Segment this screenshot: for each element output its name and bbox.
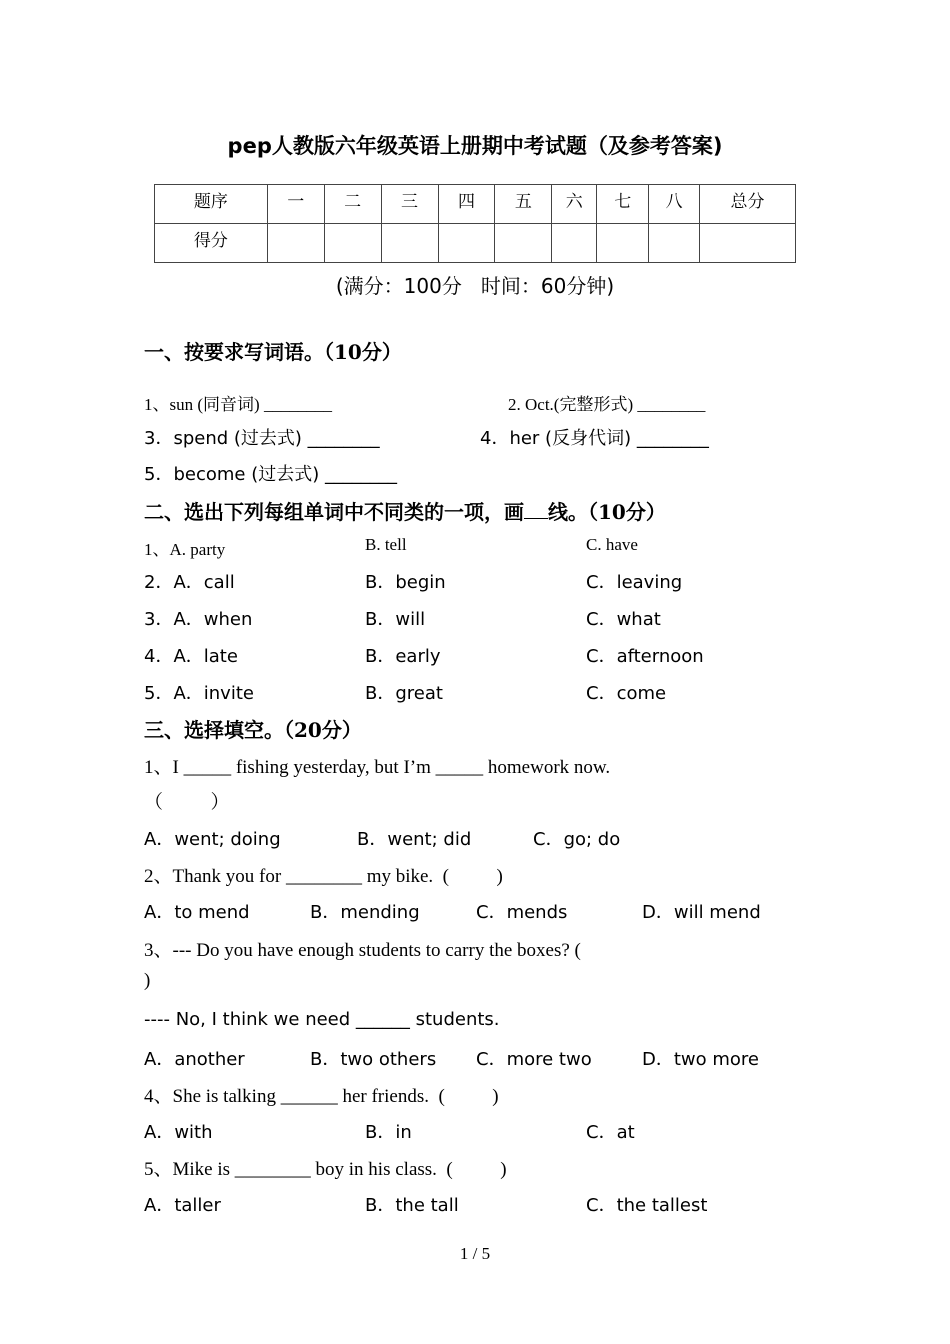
score-header-cell: 二 [324, 185, 381, 224]
section2-row1-b: B. tell [365, 535, 407, 554]
page-number: 1 / 5 [459, 1244, 491, 1263]
score-table-header-row [155, 185, 796, 224]
section1-q3: 3．spend (过去式) ________ [144, 428, 380, 449]
score-cell[interactable] [495, 224, 552, 263]
section3-q3-answer-paren: ) [144, 970, 151, 991]
section3-q3-option-a: A．another [144, 1049, 245, 1070]
section2-row3-a: 3．A．when [144, 609, 253, 630]
section2-row5-c: C．come [586, 683, 667, 704]
section2-heading-part1: 二、选出下列每组单词中不同类的一项，画 [144, 500, 524, 524]
section2-row4-c: C．afternoon [586, 646, 704, 667]
section3-q4-option-a: A．with [144, 1122, 213, 1143]
score-header-cell: 题序 [155, 185, 268, 224]
section1-q1: 1、sun (同音词) ________ [144, 395, 332, 414]
section3-q1-option-a: A．went; doing [144, 829, 281, 850]
score-header-cell: 总分 [700, 185, 796, 224]
section3-q2-option-c: C．mends [476, 902, 568, 923]
score-row-label: 得分 [155, 224, 268, 263]
score-header-cell: 八 [649, 185, 700, 224]
section3-q1-option-b: B．went; did [357, 829, 472, 850]
section3-q5-text: 5、Mike is ________ boy in his class. ( ) [144, 1159, 507, 1180]
section3-q5-option-a: A．taller [144, 1195, 221, 1216]
score-cell[interactable] [381, 224, 438, 263]
score-header-cell: 一 [267, 185, 324, 224]
score-header-cell: 五 [495, 185, 552, 224]
section1-q5: 5．become (过去式) ________ [144, 464, 397, 485]
section3-q1-text: 1、I _____ fishing yesterday, but I’m _____ homework now. [144, 757, 611, 778]
section3-q3-option-c: C．more two [476, 1049, 592, 1070]
section3-q5-option-c: C．the tallest [586, 1195, 708, 1216]
score-header-cell: 七 [597, 185, 649, 224]
score-cell[interactable] [597, 224, 649, 263]
section2-row1-c: C. have [586, 535, 638, 554]
section3-q2-option-d: D．will mend [642, 902, 761, 923]
score-header-cell: 四 [438, 185, 495, 224]
underline-blank [524, 498, 548, 519]
section2-row5-a: 5．A．invite [144, 683, 254, 704]
score-cell[interactable] [700, 224, 796, 263]
section2-row4-a: 4．A．late [144, 646, 238, 667]
section2-row3-c: C．what [586, 609, 661, 630]
section3-q2-option-a: A．to mend [144, 902, 250, 923]
section3-q2-option-b: B．mending [310, 902, 420, 923]
section3-q3-option-b: B．two others [310, 1049, 437, 1070]
section2-row2-a: 2．A．call [144, 572, 235, 593]
page-title: pep人教版六年级英语上册期中考试题（及参考答案) [227, 134, 723, 158]
section3-q2-text: 2、Thank you for ________ my bike. ( ) [144, 866, 503, 887]
section3-q3-text: 3、--- Do you have enough students to carry the boxes? ( [144, 940, 581, 961]
section3-q1-answer-paren: （ ） [144, 792, 230, 813]
section1-q2: 2. Oct.(完整形式) ________ [508, 395, 706, 414]
section2-row5-b: B．great [365, 683, 443, 704]
score-table-score-row [155, 224, 796, 263]
score-cell[interactable] [552, 224, 597, 263]
section1-heading: 一、按要求写词语。（10分） [144, 340, 402, 364]
score-header-cell: 三 [381, 185, 438, 224]
section3-q1-option-c: C．go; do [533, 829, 621, 850]
section1-q4: 4．her (反身代词) ________ [480, 428, 709, 449]
section2-row1-a: 1、A. party [144, 540, 226, 559]
section2-row4-b: B．early [365, 646, 441, 667]
score-cell[interactable] [267, 224, 324, 263]
section3-q3-reply: ---- No, I think we need ______ students. [144, 1009, 500, 1030]
section2-row3-b: B．will [365, 609, 426, 630]
section2-heading-part2: 线。（10分） [548, 500, 666, 524]
section3-q5-option-b: B．the tall [365, 1195, 459, 1216]
score-cell[interactable] [438, 224, 495, 263]
section2-heading [144, 496, 666, 525]
section3-q4-text: 4、She is talking ______ her friends. ( ) [144, 1086, 499, 1107]
section3-q4-option-c: C．at [586, 1122, 635, 1143]
exam-info: (满分：100分 时间：60分钟) [335, 274, 615, 298]
section3-q3-option-d: D．two more [642, 1049, 759, 1070]
score-cell[interactable] [649, 224, 700, 263]
score-cell[interactable] [324, 224, 381, 263]
score-table [154, 184, 796, 263]
section2-row2-b: B．begin [365, 572, 446, 593]
section3-q4-option-b: B．in [365, 1122, 412, 1143]
score-header-cell: 六 [552, 185, 597, 224]
section3-heading: 三、选择填空。（20分） [144, 718, 362, 742]
section2-row2-c: C．leaving [586, 572, 683, 593]
